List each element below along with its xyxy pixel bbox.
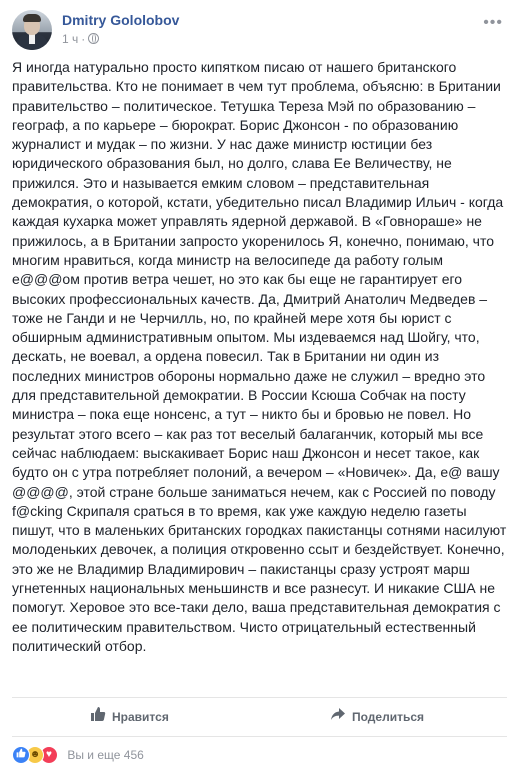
- haha-icon: ☻: [26, 746, 44, 764]
- post-actions: [12, 697, 507, 737]
- like-button[interactable]: [90, 698, 169, 736]
- thumbs-up-icon: [90, 699, 106, 737]
- post-meta: 1 ч ·: [62, 32, 99, 46]
- share-arrow-icon: [330, 699, 346, 737]
- like-label: Нравится: [112, 710, 169, 724]
- reactions-summary[interactable]: [12, 746, 144, 766]
- post-header: [12, 10, 507, 54]
- author-name[interactable]: Dmitry Gololobov: [62, 12, 180, 28]
- author-avatar[interactable]: [12, 10, 52, 50]
- share-button[interactable]: [330, 698, 424, 736]
- post-text: Я иногда натурально просто кипятком писаю от нашего британского правительства. Кто не понимает в чем тут проблема, объясню: в Британии правительство – политическое. Тетушка Тереза Мэй по образованию – географ, а по карьере – бюрократ. Борис Джонсон - по образованию журналист и мудак – по жизни. У нас даже министр юстиции без юридического образования был, но долго, слава Ее Величеству, не прижился. Это и называется емким словом – представительная демократия, о которой, кстати, убедительно писал Владимир Ильич - когда каждая кухарка может управлять ядерной державой. В «Говнораше» не прижилось, а в Британии запросто укоренилось Я, конечно, понимаю, что многим нравиться, когда министр на велосипеде да работу голым е@@@ом против ветра чешет, но это как бы еще не гарантирует его высоких профессиональных качеств. Да, Дмитрий Анатолич Медведев – тоже не Ганди и не Черчилль, но, по крайней мере хотя бы юрист с обширным административным опытом. Мы издеваемся над Шойгу, что, дескать, не воевал, а ордена повесил. Так в Британии ни один из последних министров обороны нормально даже не служил – вредно это для представительной демократии. В России Ксюша Собчак на посту министра – пока еще нонсенс, а тут – никто бы и бровью не повел. Но результат этого всего – как раз тот веселый балаганчик, который мы все сейчас наблюдаем: выскакивает Борис наш Джонсон и несет такое, как будто он с утра потребляет полоний, а вечером – «Новичек». Да, е@ вашу @@@@, этой стране больше заниматься нечем, как с Россией по поводу f@cking Скрипаля сраться в то время, как уже каждую неделю газеты пишут, что в маленьких британских городках пакистанцы сотнями насилуют молоденьких девочек, а полиция откровенно ссыт и бездействует. Конечно, это же не Владимир Владимирович – пакистанцы сразу устроят марш угнетенных национальных меньшинств и все разнесут. И никакие США не помогут. Херовое это все-таки дело, ваша представительная демократия с ее политическим правительством. Чисто отрицательный естественный политический отбор.: [12, 59, 507, 654]
- share-label: Поделиться: [352, 710, 425, 724]
- globe-icon: [88, 33, 99, 44]
- reactions-count: Вы и еще 456: [67, 748, 144, 762]
- like-icon: [12, 746, 30, 764]
- more-options-icon[interactable]: •••: [483, 14, 503, 31]
- love-icon: ♥: [40, 746, 58, 764]
- post-time[interactable]: 1 ч: [62, 32, 79, 46]
